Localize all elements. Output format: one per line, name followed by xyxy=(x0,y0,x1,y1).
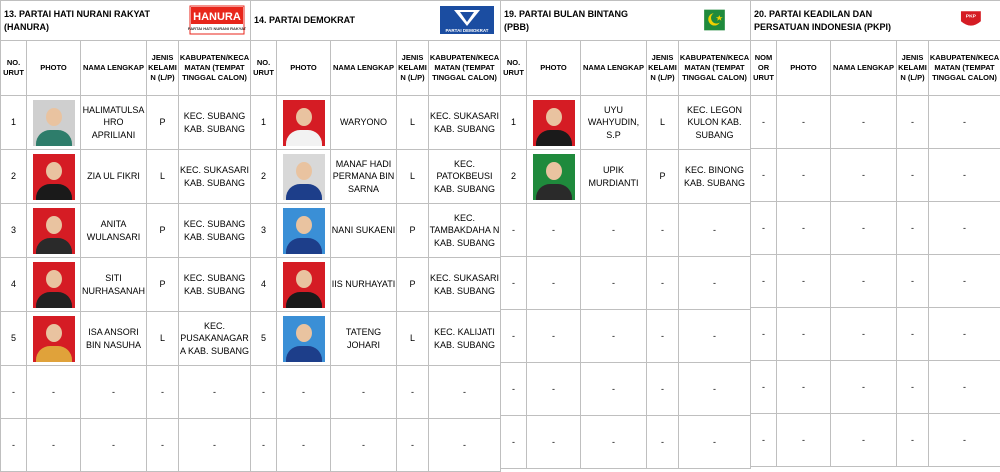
candidate-gender: L xyxy=(397,150,429,204)
portrait-body xyxy=(286,292,322,308)
candidate-row xyxy=(501,150,751,204)
candidate-photo: - xyxy=(27,366,81,419)
candidate-photo: - xyxy=(777,149,831,202)
candidate-area: - xyxy=(679,416,751,469)
candidate-photo xyxy=(27,150,81,204)
svg-text:HANURA: HANURA xyxy=(193,11,241,23)
party-panel-pkpi xyxy=(750,0,1000,467)
candidate-number: - xyxy=(501,257,527,310)
candidate-row xyxy=(501,96,751,150)
pbb-logo-icon xyxy=(700,4,740,36)
candidate-name: - xyxy=(831,96,897,149)
candidate-number: 3 xyxy=(251,204,277,258)
candidate-photo: - xyxy=(777,202,831,255)
col-gender: JENIS KELAMI N (L/P) xyxy=(397,41,429,96)
col-gender: JENIS KELAMI N (L/P) xyxy=(647,41,679,96)
portrait-photo-icon xyxy=(283,208,325,254)
portrait-face xyxy=(46,216,62,234)
candidate-photo xyxy=(277,204,331,258)
portrait-face xyxy=(46,270,62,288)
col-gender: JENIS KELAMI N (L/P) xyxy=(897,41,929,96)
candidate-number: - xyxy=(251,419,277,472)
candidate-photo: - xyxy=(527,257,581,310)
col-gender: JENIS KELAMI N (L/P) xyxy=(147,41,179,96)
candidate-row xyxy=(1,366,251,419)
demokrat-logo-icon xyxy=(438,4,496,36)
candidate-area: - xyxy=(929,255,1000,308)
candidate-number: - xyxy=(751,414,777,467)
candidate-photo xyxy=(277,258,331,312)
candidate-gender: - xyxy=(897,202,929,255)
candidate-area: - xyxy=(179,419,251,472)
candidate-gender: - xyxy=(397,419,429,472)
candidate-name: - xyxy=(581,257,647,310)
candidate-number: - xyxy=(501,416,527,469)
candidate-gender: L xyxy=(147,150,179,204)
candidate-gender: - xyxy=(647,257,679,310)
candidate-number: - xyxy=(501,310,527,363)
candidate-number: - xyxy=(751,361,777,414)
portrait-face xyxy=(46,108,62,126)
portrait-body xyxy=(36,292,72,308)
candidate-name: ZIA UL FIKRI xyxy=(81,150,147,204)
portrait-body xyxy=(286,184,322,200)
candidate-name: HALIMATULSA HRO APRILIANI xyxy=(81,96,147,150)
col-name: NAMA LENGKAP xyxy=(831,41,897,96)
candidate-number: 1 xyxy=(501,96,527,150)
col-photo: PHOTO xyxy=(277,41,331,96)
portrait-body xyxy=(286,238,322,254)
candidate-name: - xyxy=(81,366,147,419)
candidate-number: - xyxy=(251,366,277,419)
candidate-photo: - xyxy=(777,361,831,414)
candidate-area: KEC. TAMBAKDAHA N KAB. SUBANG xyxy=(429,204,501,258)
candidate-photo xyxy=(27,96,81,150)
candidate-number: - xyxy=(501,363,527,416)
candidate-gender: L xyxy=(397,96,429,150)
candidate-row xyxy=(1,258,251,312)
candidate-number: 2 xyxy=(251,150,277,204)
pkpi-logo-icon xyxy=(956,4,992,36)
candidate-number: - xyxy=(501,204,527,257)
candidate-name: - xyxy=(831,308,897,361)
candidate-area: KEC. SUKASARI KAB. SUBANG xyxy=(429,258,501,312)
portrait-body xyxy=(36,184,72,200)
portrait-photo-icon xyxy=(283,100,325,146)
candidate-row xyxy=(501,416,751,469)
candidate-photo: - xyxy=(777,255,831,308)
candidate-gender: - xyxy=(897,96,929,149)
col-name: NAMA LENGKAP xyxy=(581,41,647,96)
candidate-area: - xyxy=(929,414,1000,467)
candidate-row xyxy=(501,204,751,257)
candidate-area: - xyxy=(679,363,751,416)
candidate-number: - xyxy=(751,255,777,308)
party-panel-hanura xyxy=(0,0,251,472)
candidate-photo: - xyxy=(527,363,581,416)
portrait-photo-icon xyxy=(33,316,75,362)
candidate-area: - xyxy=(179,366,251,419)
candidate-photo: - xyxy=(527,204,581,257)
candidate-row xyxy=(1,150,251,204)
candidate-number: 1 xyxy=(251,96,277,150)
candidate-name: NANI SUKAENI xyxy=(331,204,397,258)
candidate-number: 4 xyxy=(1,258,27,312)
candidate-name: UPIK MURDIANTI xyxy=(581,150,647,204)
candidate-name: MANAF HADI PERMANA BIN SARNA xyxy=(331,150,397,204)
candidate-area: - xyxy=(929,149,1000,202)
col-area: KABUPATEN/KECA MATAN (TEMPAT TINGGAL CALON) xyxy=(429,41,501,96)
candidate-row xyxy=(1,96,251,150)
candidate-number: 5 xyxy=(1,312,27,366)
candidate-name: - xyxy=(331,366,397,419)
portrait-photo-icon xyxy=(533,100,575,146)
candidate-number: - xyxy=(1,366,27,419)
party-title: 19. PARTAI BULAN BINTANG (PBB) xyxy=(501,1,751,41)
candidate-gender: - xyxy=(897,308,929,361)
candidate-name: - xyxy=(81,419,147,472)
portrait-photo-icon xyxy=(33,208,75,254)
candidate-number: 4 xyxy=(251,258,277,312)
candidate-area: KEC. SUKASARI KAB. SUBANG xyxy=(179,150,251,204)
candidate-photo: - xyxy=(527,310,581,363)
col-no: NOM OR URUT xyxy=(751,41,777,96)
candidate-gender: - xyxy=(897,414,929,467)
candidate-gender: P xyxy=(147,96,179,150)
candidate-name: ANITA WULANSARI xyxy=(81,204,147,258)
candidate-row xyxy=(751,96,1000,149)
col-no: NO. URUT xyxy=(251,41,277,96)
col-photo: PHOTO xyxy=(527,41,581,96)
candidate-area: KEC. SUBANG KAB. SUBANG xyxy=(179,96,251,150)
candidate-name: - xyxy=(581,416,647,469)
candidate-area: KEC. KALIJATI KAB. SUBANG xyxy=(429,312,501,366)
candidate-row xyxy=(251,258,501,312)
candidate-photo: - xyxy=(777,414,831,467)
candidate-area: - xyxy=(929,202,1000,255)
candidate-photo: - xyxy=(777,96,831,149)
portrait-face xyxy=(296,162,312,180)
candidate-photo xyxy=(277,96,331,150)
candidate-photo xyxy=(527,150,581,204)
portrait-face xyxy=(296,108,312,126)
candidate-area: - xyxy=(429,366,501,419)
candidate-gender: - xyxy=(647,310,679,363)
candidate-row xyxy=(751,414,1000,467)
candidate-row xyxy=(751,255,1000,308)
portrait-face xyxy=(296,270,312,288)
candidate-name: WARYONO xyxy=(331,96,397,150)
candidate-area: - xyxy=(679,257,751,310)
candidate-gender: P xyxy=(397,204,429,258)
candidate-gender: P xyxy=(647,150,679,204)
candidate-area: - xyxy=(679,204,751,257)
portrait-photo-icon xyxy=(33,100,75,146)
candidate-number: - xyxy=(751,308,777,361)
portrait-body xyxy=(536,184,572,200)
candidate-area: - xyxy=(429,419,501,472)
candidate-gender: L xyxy=(147,312,179,366)
candidate-row xyxy=(751,308,1000,361)
candidate-area: KEC. SUBANG KAB. SUBANG xyxy=(179,204,251,258)
candidate-row xyxy=(751,202,1000,255)
candidate-row xyxy=(251,96,501,150)
candidate-photo: - xyxy=(527,416,581,469)
portrait-photo-icon xyxy=(283,316,325,362)
portrait-face xyxy=(46,324,62,342)
candidate-row xyxy=(1,419,251,472)
col-area: KABUPATEN/KECA MATAN (TEMPAT TINGGAL CALON) xyxy=(679,41,751,96)
svg-text:PARTAI HATI NURANI RAKYAT: PARTAI HATI NURANI RAKYAT xyxy=(188,26,246,31)
candidate-row xyxy=(501,363,751,416)
col-area: KABUPATEN/KECA MATAN (TEMPAT TINGGAL CALON) xyxy=(179,41,251,96)
candidate-row xyxy=(501,310,751,363)
portrait-body xyxy=(286,130,322,146)
candidate-gender: - xyxy=(147,366,179,419)
candidate-row xyxy=(1,204,251,258)
candidate-area: KEC. SUBANG KAB. SUBANG xyxy=(179,258,251,312)
candidate-row xyxy=(1,312,251,366)
col-photo: PHOTO xyxy=(27,41,81,96)
party-title: 14. PARTAI DEMOKRAT PARTAI DEMOKRAT xyxy=(251,1,501,41)
candidate-photo: - xyxy=(277,366,331,419)
candidate-name: - xyxy=(831,361,897,414)
hanura-logo-icon xyxy=(188,4,246,36)
candidate-gender: - xyxy=(897,255,929,308)
candidate-gender: P xyxy=(147,204,179,258)
col-name: NAMA LENGKAP xyxy=(331,41,397,96)
candidate-gender: - xyxy=(397,366,429,419)
portrait-photo-icon xyxy=(283,154,325,200)
candidate-name: - xyxy=(831,149,897,202)
candidate-name: UYU WAHYUDIN, S.P xyxy=(581,96,647,150)
candidate-gender: L xyxy=(397,312,429,366)
candidate-name: TATENG JOHARI xyxy=(331,312,397,366)
portrait-body xyxy=(286,346,322,362)
portrait-photo-icon xyxy=(33,262,75,308)
candidate-number: - xyxy=(751,202,777,255)
svg-text:PKP: PKP xyxy=(966,14,977,20)
candidate-name: - xyxy=(831,414,897,467)
col-no: NO. URUT xyxy=(1,41,27,96)
candidate-row xyxy=(751,149,1000,202)
candidate-photo xyxy=(277,150,331,204)
candidate-number: - xyxy=(1,419,27,472)
candidate-name: SITI NURHASANAH xyxy=(81,258,147,312)
candidate-gender: L xyxy=(647,96,679,150)
portrait-body xyxy=(36,238,72,254)
candidate-row xyxy=(251,150,501,204)
candidate-photo: - xyxy=(777,308,831,361)
candidate-row xyxy=(751,361,1000,414)
col-photo: PHOTO xyxy=(777,41,831,96)
candidate-photo xyxy=(27,312,81,366)
portrait-photo-icon xyxy=(33,154,75,200)
candidate-name: - xyxy=(831,202,897,255)
candidate-row xyxy=(251,366,501,419)
candidate-number: - xyxy=(751,96,777,149)
candidate-photo xyxy=(277,312,331,366)
party-panel-demokrat xyxy=(250,0,501,472)
party-panel-pbb xyxy=(500,0,751,469)
portrait-photo-icon xyxy=(533,154,575,200)
candidate-row xyxy=(251,419,501,472)
candidate-row xyxy=(501,257,751,310)
candidate-gender: - xyxy=(897,149,929,202)
candidate-area: KEC. LEGON KULON KAB. SUBANG xyxy=(679,96,751,150)
candidate-name: - xyxy=(831,255,897,308)
candidate-number: 2 xyxy=(501,150,527,204)
candidate-area: - xyxy=(929,96,1000,149)
candidate-name: - xyxy=(581,310,647,363)
candidate-row xyxy=(251,204,501,258)
candidate-photo xyxy=(27,204,81,258)
col-area: KABUPATEN/KECA MATAN (TEMPAT TINGGAL CALON) xyxy=(929,41,1000,96)
candidate-number: 3 xyxy=(1,204,27,258)
candidate-photo xyxy=(27,258,81,312)
candidate-gender: - xyxy=(897,361,929,414)
portrait-body xyxy=(536,130,572,146)
portrait-body xyxy=(36,130,72,146)
portrait-body xyxy=(36,346,72,362)
candidate-row xyxy=(251,312,501,366)
candidate-gender: - xyxy=(147,419,179,472)
candidate-name: ISA ANSORI BIN NASUHA xyxy=(81,312,147,366)
candidate-name: - xyxy=(331,419,397,472)
portrait-face xyxy=(46,162,62,180)
candidate-photo xyxy=(527,96,581,150)
candidate-photo: - xyxy=(277,419,331,472)
portrait-face xyxy=(546,162,562,180)
candidate-area: KEC. PUSAKANAGAR A KAB. SUBANG xyxy=(179,312,251,366)
candidate-area: KEC. SUKASARI KAB. SUBANG xyxy=(429,96,501,150)
candidate-photo: - xyxy=(27,419,81,472)
candidate-name: IIS NURHAYATI xyxy=(331,258,397,312)
portrait-face xyxy=(296,324,312,342)
candidate-name: - xyxy=(581,204,647,257)
candidate-number: 5 xyxy=(251,312,277,366)
party-title: 20. PARTAI KEADILAN DAN PERSATUAN INDONESIA (PKPI) PKP xyxy=(751,1,1000,41)
candidate-area: KEC. BINONG KAB. SUBANG xyxy=(679,150,751,204)
candidate-gender: - xyxy=(647,204,679,257)
candidate-gender: - xyxy=(647,363,679,416)
candidate-area: - xyxy=(929,308,1000,361)
col-name: NAMA LENGKAP xyxy=(81,41,147,96)
candidate-gender: - xyxy=(647,416,679,469)
candidate-area: KEC. PATOKBEUSI KAB. SUBANG xyxy=(429,150,501,204)
candidate-gender: P xyxy=(147,258,179,312)
candidate-number: 1 xyxy=(1,96,27,150)
portrait-face xyxy=(296,216,312,234)
candidate-gender: P xyxy=(397,258,429,312)
candidate-area: - xyxy=(929,361,1000,414)
col-no: NO. URUT xyxy=(501,41,527,96)
candidate-number: - xyxy=(751,149,777,202)
portrait-face xyxy=(546,108,562,126)
party-title: 13. PARTAI HATI NURANI RAKYAT (HANURA) HANURA PARTAI HATI NURANI RAKYAT xyxy=(1,1,251,41)
candidate-number: 2 xyxy=(1,150,27,204)
portrait-photo-icon xyxy=(283,262,325,308)
svg-text:PARTAI DEMOKRAT: PARTAI DEMOKRAT xyxy=(446,28,489,33)
candidate-area: - xyxy=(679,310,751,363)
candidate-name: - xyxy=(581,363,647,416)
